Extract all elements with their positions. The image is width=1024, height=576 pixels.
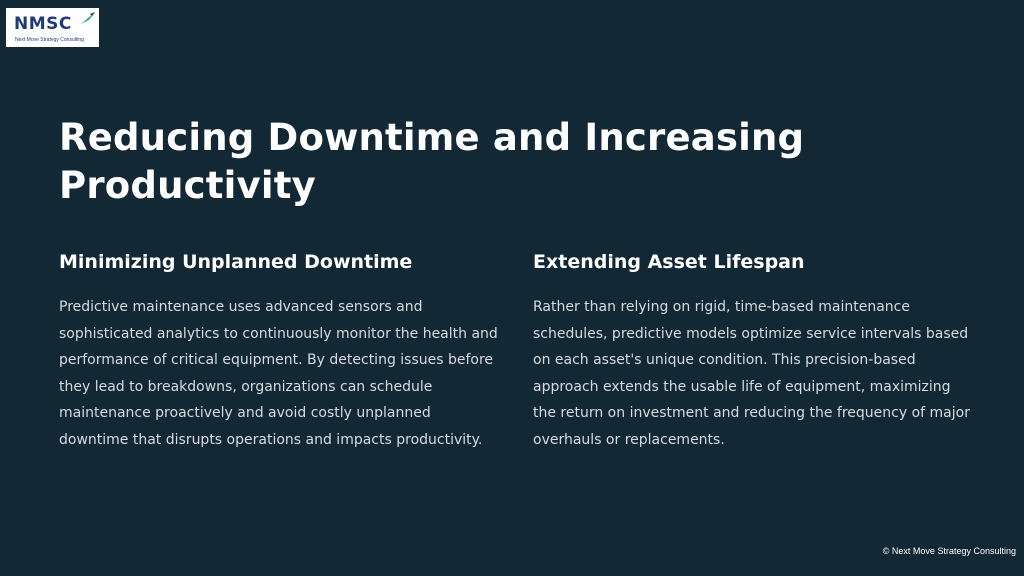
logo-mark: NMSC xyxy=(14,14,72,34)
column-body: Rather than relying on rigid, time-based maintenance schedules, predictive models optimize service intervals based on each asset's unique condition. This precision-based approach extends the usable life of equipment, maximizing the return on investment and reducing the frequency of major overhauls or replacements. xyxy=(533,299,970,448)
column-minimizing-downtime xyxy=(59,250,499,454)
logo-tagline: Next Move Strategy Consulting xyxy=(15,37,84,43)
slide-title: Reducing Downtime and Increasing Productivity xyxy=(59,116,805,207)
column-heading: Minimizing Unplanned Downtime xyxy=(59,251,413,273)
column-body: Predictive maintenance uses advanced sensors and sophisticated analytics to continuously monitor the health and performance of critical equipment. By detecting issues before they lead to breakdowns, organizations can schedule maintenance proactively and avoid costly unplanned downtime that disrupts operations and impacts productivity. xyxy=(59,299,498,448)
column-extending-lifespan xyxy=(533,250,973,454)
logo-swoosh-icon xyxy=(80,11,96,25)
column-heading: Extending Asset Lifespan xyxy=(533,251,805,273)
company-logo xyxy=(6,8,99,47)
copyright-footer: © Next Move Strategy Consulting xyxy=(882,546,1016,556)
